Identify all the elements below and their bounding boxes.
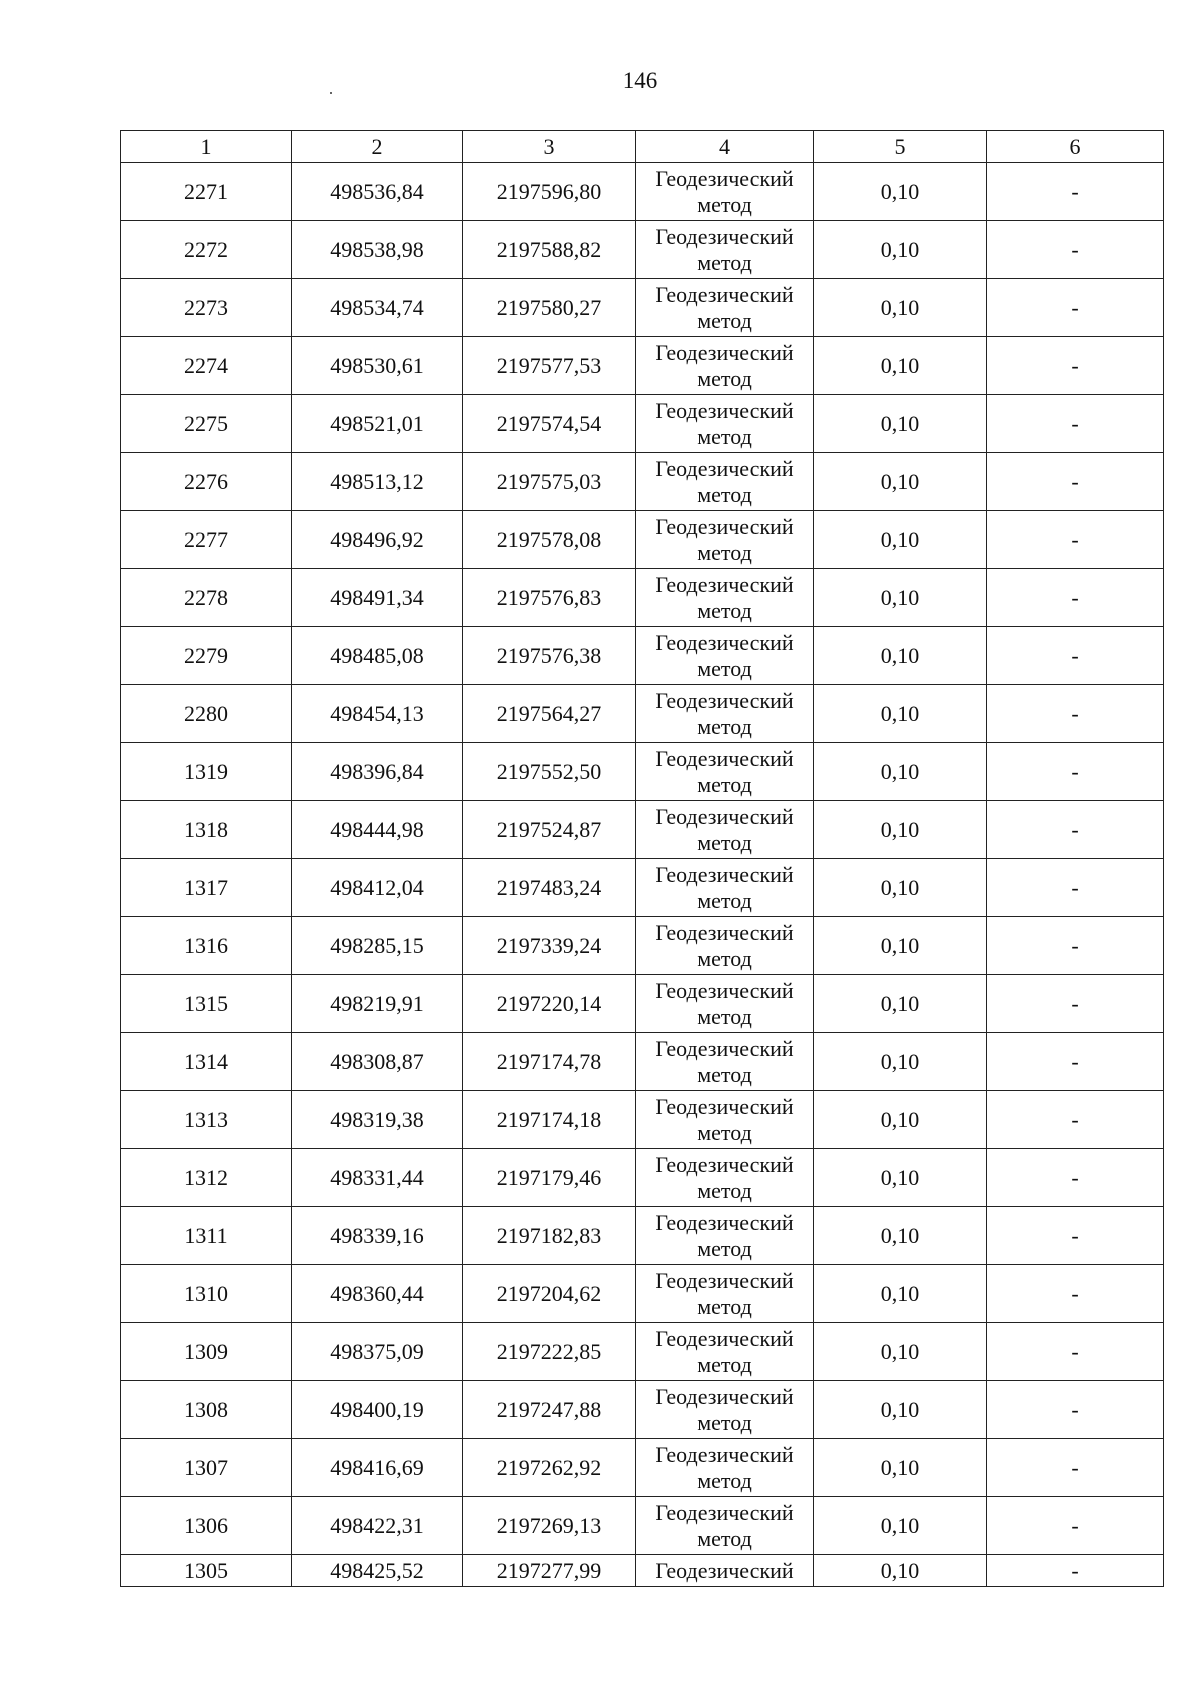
accuracy-cell: 0,10 xyxy=(814,279,987,337)
point-number-cell: 1310 xyxy=(121,1265,292,1323)
point-number-cell: 2277 xyxy=(121,511,292,569)
note-cell: - xyxy=(987,1497,1164,1555)
note-cell: - xyxy=(987,1381,1164,1439)
x-coordinate-cell: 498400,19 xyxy=(292,1381,463,1439)
point-number-cell: 1312 xyxy=(121,1149,292,1207)
note-cell: - xyxy=(987,395,1164,453)
note-cell: - xyxy=(987,1091,1164,1149)
table-row xyxy=(121,801,1164,859)
point-number-cell: 1307 xyxy=(121,1439,292,1497)
accuracy-cell: 0,10 xyxy=(814,1439,987,1497)
y-coordinate-cell: 2197552,50 xyxy=(463,743,636,801)
accuracy-cell: 0,10 xyxy=(814,569,987,627)
note-cell: - xyxy=(987,917,1164,975)
point-number-cell: 2272 xyxy=(121,221,292,279)
y-coordinate-cell: 2197588,82 xyxy=(463,221,636,279)
table-row xyxy=(121,1497,1164,1555)
point-number-cell: 1306 xyxy=(121,1497,292,1555)
method-cell: Геодезический метод xyxy=(636,337,814,395)
method-cell: Геодезический метод xyxy=(636,453,814,511)
table-row xyxy=(121,1207,1164,1265)
table-row xyxy=(121,743,1164,801)
table-row xyxy=(121,511,1164,569)
accuracy-cell: 0,10 xyxy=(814,1091,987,1149)
table-row xyxy=(121,163,1164,221)
table-row xyxy=(121,627,1164,685)
point-number-cell: 2278 xyxy=(121,569,292,627)
column-header: 5 xyxy=(814,131,987,163)
method-cell: Геодезический метод xyxy=(636,685,814,743)
note-cell: - xyxy=(987,743,1164,801)
table-row xyxy=(121,453,1164,511)
scan-speck xyxy=(330,92,332,94)
x-coordinate-cell: 498375,09 xyxy=(292,1323,463,1381)
table-row xyxy=(121,1439,1164,1497)
point-number-cell: 2276 xyxy=(121,453,292,511)
method-cell: Геодезический метод xyxy=(636,859,814,917)
accuracy-cell: 0,10 xyxy=(814,337,987,395)
y-coordinate-cell: 2197222,85 xyxy=(463,1323,636,1381)
method-cell: Геодезический метод xyxy=(636,511,814,569)
point-number-cell: 1316 xyxy=(121,917,292,975)
point-number-cell: 1308 xyxy=(121,1381,292,1439)
note-cell: - xyxy=(987,511,1164,569)
point-number-cell: 2280 xyxy=(121,685,292,743)
point-number-cell: 2275 xyxy=(121,395,292,453)
y-coordinate-cell: 2197174,78 xyxy=(463,1033,636,1091)
accuracy-cell: 0,10 xyxy=(814,859,987,917)
method-cell: Геодезический метод xyxy=(636,1091,814,1149)
note-cell: - xyxy=(987,1033,1164,1091)
method-cell: Геодезический метод xyxy=(636,743,814,801)
note-cell: - xyxy=(987,221,1164,279)
y-coordinate-cell: 2197339,24 xyxy=(463,917,636,975)
method-cell: Геодезический метод xyxy=(636,395,814,453)
y-coordinate-cell: 2197578,08 xyxy=(463,511,636,569)
note-cell: - xyxy=(987,1265,1164,1323)
point-number-cell: 2274 xyxy=(121,337,292,395)
accuracy-cell: 0,10 xyxy=(814,1265,987,1323)
y-coordinate-cell: 2197204,62 xyxy=(463,1265,636,1323)
table-row xyxy=(121,1033,1164,1091)
table-row xyxy=(121,917,1164,975)
table-row xyxy=(121,1323,1164,1381)
table-row xyxy=(121,279,1164,337)
point-number-cell: 1318 xyxy=(121,801,292,859)
note-cell: - xyxy=(987,453,1164,511)
accuracy-cell: 0,10 xyxy=(814,1497,987,1555)
table-row xyxy=(121,1265,1164,1323)
y-coordinate-cell: 2197277,99 xyxy=(463,1555,636,1587)
note-cell: - xyxy=(987,801,1164,859)
y-coordinate-cell: 2197182,83 xyxy=(463,1207,636,1265)
y-coordinate-cell: 2197174,18 xyxy=(463,1091,636,1149)
table-row xyxy=(121,1381,1164,1439)
x-coordinate-cell: 498454,13 xyxy=(292,685,463,743)
note-cell: - xyxy=(987,975,1164,1033)
page-number: 146 xyxy=(622,68,658,93)
y-coordinate-cell: 2197596,80 xyxy=(463,163,636,221)
y-coordinate-cell: 2197262,92 xyxy=(463,1439,636,1497)
x-coordinate-cell: 498416,69 xyxy=(292,1439,463,1497)
y-coordinate-cell: 2197574,54 xyxy=(463,395,636,453)
y-coordinate-cell: 2197179,46 xyxy=(463,1149,636,1207)
column-header: 4 xyxy=(636,131,814,163)
accuracy-cell: 0,10 xyxy=(814,627,987,685)
x-coordinate-cell: 498536,84 xyxy=(292,163,463,221)
accuracy-cell: 0,10 xyxy=(814,1381,987,1439)
y-coordinate-cell: 2197576,38 xyxy=(463,627,636,685)
point-number-cell: 2279 xyxy=(121,627,292,685)
table-row xyxy=(121,859,1164,917)
method-cell: Геодезический метод xyxy=(636,1149,814,1207)
note-cell: - xyxy=(987,685,1164,743)
x-coordinate-cell: 498319,38 xyxy=(292,1091,463,1149)
table-body xyxy=(121,163,1164,1587)
accuracy-cell: 0,10 xyxy=(814,1149,987,1207)
table-header-row xyxy=(121,131,1164,163)
x-coordinate-cell: 498360,44 xyxy=(292,1265,463,1323)
y-coordinate-cell: 2197580,27 xyxy=(463,279,636,337)
y-coordinate-cell: 2197220,14 xyxy=(463,975,636,1033)
x-coordinate-cell: 498444,98 xyxy=(292,801,463,859)
accuracy-cell: 0,10 xyxy=(814,975,987,1033)
accuracy-cell: 0,10 xyxy=(814,221,987,279)
x-coordinate-cell: 498285,15 xyxy=(292,917,463,975)
y-coordinate-cell: 2197576,83 xyxy=(463,569,636,627)
x-coordinate-cell: 498308,87 xyxy=(292,1033,463,1091)
method-cell: Геодезический метод xyxy=(636,627,814,685)
table-row xyxy=(121,337,1164,395)
method-cell: Геодезический xyxy=(636,1555,814,1587)
accuracy-cell: 0,10 xyxy=(814,1207,987,1265)
accuracy-cell: 0,10 xyxy=(814,163,987,221)
y-coordinate-cell: 2197575,03 xyxy=(463,453,636,511)
x-coordinate-cell: 498521,01 xyxy=(292,395,463,453)
method-cell: Геодезический метод xyxy=(636,1207,814,1265)
y-coordinate-cell: 2197269,13 xyxy=(463,1497,636,1555)
y-coordinate-cell: 2197247,88 xyxy=(463,1381,636,1439)
method-cell: Геодезический метод xyxy=(636,801,814,859)
point-number-cell: 1315 xyxy=(121,975,292,1033)
x-coordinate-cell: 498513,12 xyxy=(292,453,463,511)
accuracy-cell: 0,10 xyxy=(814,1555,987,1587)
method-cell: Геодезический метод xyxy=(636,1381,814,1439)
point-number-cell: 2273 xyxy=(121,279,292,337)
y-coordinate-cell: 2197524,87 xyxy=(463,801,636,859)
method-cell: Геодезический метод xyxy=(636,569,814,627)
note-cell: - xyxy=(987,279,1164,337)
x-coordinate-cell: 498425,52 xyxy=(292,1555,463,1587)
point-number-cell: 1319 xyxy=(121,743,292,801)
table-row xyxy=(121,1091,1164,1149)
method-cell: Геодезический метод xyxy=(636,163,814,221)
x-coordinate-cell: 498496,92 xyxy=(292,511,463,569)
column-header: 6 xyxy=(987,131,1164,163)
note-cell: - xyxy=(987,1555,1164,1587)
accuracy-cell: 0,10 xyxy=(814,453,987,511)
point-number-cell: 1313 xyxy=(121,1091,292,1149)
note-cell: - xyxy=(987,1149,1164,1207)
x-coordinate-cell: 498412,04 xyxy=(292,859,463,917)
note-cell: - xyxy=(987,569,1164,627)
y-coordinate-cell: 2197483,24 xyxy=(463,859,636,917)
y-coordinate-cell: 2197564,27 xyxy=(463,685,636,743)
accuracy-cell: 0,10 xyxy=(814,685,987,743)
coordinates-table xyxy=(120,130,1164,1587)
x-coordinate-cell: 498534,74 xyxy=(292,279,463,337)
point-number-cell: 1317 xyxy=(121,859,292,917)
accuracy-cell: 0,10 xyxy=(814,395,987,453)
note-cell: - xyxy=(987,627,1164,685)
accuracy-cell: 0,10 xyxy=(814,511,987,569)
point-number-cell: 1314 xyxy=(121,1033,292,1091)
accuracy-cell: 0,10 xyxy=(814,917,987,975)
table-row xyxy=(121,685,1164,743)
method-cell: Геодезический метод xyxy=(636,1497,814,1555)
point-number-cell: 1309 xyxy=(121,1323,292,1381)
point-number-cell: 1305 xyxy=(121,1555,292,1587)
column-header: 2 xyxy=(292,131,463,163)
column-header: 1 xyxy=(121,131,292,163)
table-row xyxy=(121,975,1164,1033)
table-row xyxy=(121,1555,1164,1587)
accuracy-cell: 0,10 xyxy=(814,743,987,801)
method-cell: Геодезический метод xyxy=(636,1265,814,1323)
method-cell: Геодезический метод xyxy=(636,221,814,279)
method-cell: Геодезический метод xyxy=(636,279,814,337)
note-cell: - xyxy=(987,859,1164,917)
x-coordinate-cell: 498485,08 xyxy=(292,627,463,685)
accuracy-cell: 0,10 xyxy=(814,801,987,859)
note-cell: - xyxy=(987,1439,1164,1497)
x-coordinate-cell: 498538,98 xyxy=(292,221,463,279)
table-row xyxy=(121,221,1164,279)
accuracy-cell: 0,10 xyxy=(814,1033,987,1091)
table-row xyxy=(121,1149,1164,1207)
method-cell: Геодезический метод xyxy=(636,917,814,975)
table-row xyxy=(121,569,1164,627)
point-number-cell: 1311 xyxy=(121,1207,292,1265)
x-coordinate-cell: 498219,91 xyxy=(292,975,463,1033)
x-coordinate-cell: 498530,61 xyxy=(292,337,463,395)
method-cell: Геодезический метод xyxy=(636,975,814,1033)
x-coordinate-cell: 498396,84 xyxy=(292,743,463,801)
method-cell: Геодезический метод xyxy=(636,1033,814,1091)
x-coordinate-cell: 498491,34 xyxy=(292,569,463,627)
x-coordinate-cell: 498331,44 xyxy=(292,1149,463,1207)
method-cell: Геодезический метод xyxy=(636,1323,814,1381)
note-cell: - xyxy=(987,337,1164,395)
note-cell: - xyxy=(987,163,1164,221)
x-coordinate-cell: 498339,16 xyxy=(292,1207,463,1265)
x-coordinate-cell: 498422,31 xyxy=(292,1497,463,1555)
point-number-cell: 2271 xyxy=(121,163,292,221)
note-cell: - xyxy=(987,1323,1164,1381)
method-cell: Геодезический метод xyxy=(636,1439,814,1497)
accuracy-cell: 0,10 xyxy=(814,1323,987,1381)
y-coordinate-cell: 2197577,53 xyxy=(463,337,636,395)
note-cell: - xyxy=(987,1207,1164,1265)
table-row xyxy=(121,395,1164,453)
column-header: 3 xyxy=(463,131,636,163)
